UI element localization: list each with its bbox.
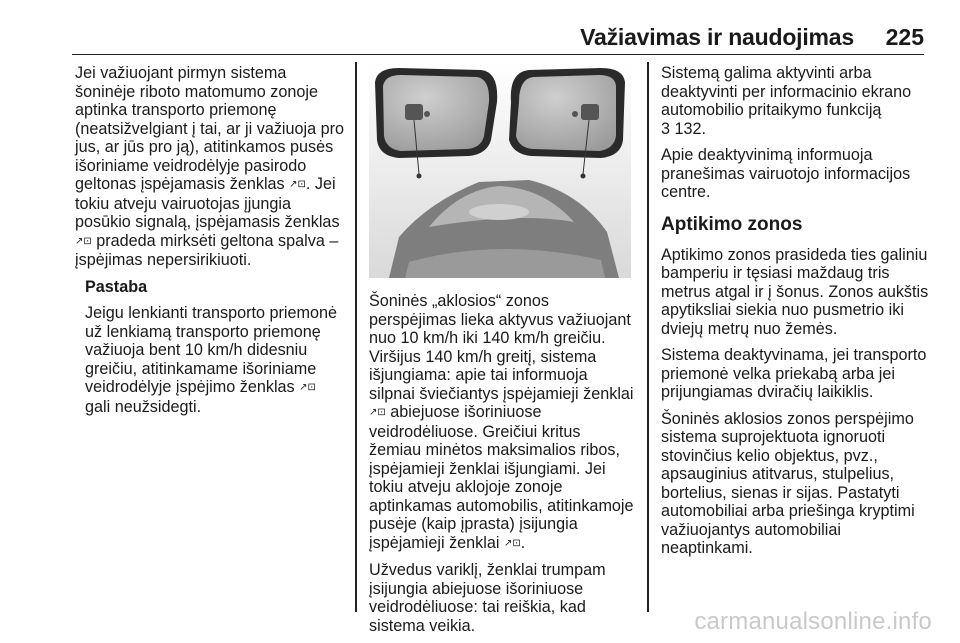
note-title: Pastaba — [85, 277, 148, 296]
watermark: carmanualsonline.info — [694, 608, 932, 635]
header-rule — [72, 54, 924, 55]
page-header — [0, 0, 960, 56]
column-1 — [75, 64, 345, 416]
text: Jeigu lenkianti transporto priemonė už lenkiamą transporto priemonę važiuoja bent 10 km/h didesniu greičiu, atitinkamame išoriniame veidrodėlyje įspėjimo ženklas — [85, 304, 337, 396]
warning-symbol-right — [581, 104, 599, 120]
header-title: Važiavimas ir naudojimas — [580, 24, 854, 50]
page-number: 225 — [885, 24, 924, 50]
column-divider-2 — [647, 62, 649, 612]
paragraph: Apie deaktyvinimą informuoja pranešimas vairuotojo informacijos centre. — [661, 146, 911, 201]
text: Šoninės „aklosios“ zonos perspėjimas lieka aktyvus važiuojant nuo 10 km/h iki 140 km/h greičiu. Viršijus 140 km/h greitį, sistema išjungiama: apie tai informuoja silpnai šviečiantys įspėjamieji ženklai — [369, 292, 634, 403]
paragraph: Užvedus variklį, ženklai trumpam įsijungia abiejuose išoriniuose veidrodėliuose: tai reiškia, kad sistema veikia. — [369, 561, 606, 635]
note-text — [85, 304, 345, 416]
text: Sistemą galima aktyvinti arba deaktyvinti per informacinio ekrano automobilio pritaikymo funkciją — [661, 64, 912, 119]
blind-zone-warning-icon: ↗⊡ — [289, 179, 306, 190]
note-box — [85, 278, 345, 417]
paragraph: Šoninės aklosios zonos perspėjimo sistema suprojektuota ignoruoti stovinčius kelio objektus, pvz., apsauginius atitvarus, stulpelius, bortelius, sienas ir sijas. Pastatyti automobiliai arba priešinga kryptimi važiuojantys automobiliai neaptinkami. — [661, 409, 915, 557]
text: abiejuose išoriniuose veidrodėliuose. Greičiui kritus žemiau minėtos maksimalios ribos, įspėjamieji ženklai išjungiami. Jei tokiu atveju aklojoje zonoje aptinkamas automobilis, atitinkamoje pusėje (kaip įprasta) įsijungia įspėjamieji ženklai — [369, 403, 634, 552]
column-divider-1 — [355, 62, 357, 612]
paragraph: Sistema deaktyvinama, jei transporto priemonė velka priekabą arba jei prijungiamas dviračių laikiklis. — [661, 346, 927, 401]
column-3 — [661, 64, 931, 566]
text: Jei važiuojant pirmyn sistema šoninėje riboto matomumo zonoje aptinka transporto priemonę (neatsižvelgiant į tai, ar ji važiuoja pro jus, ar jūs pro ją), atitinkamos pusės išoriniame veidrodėlyje pasirodo geltonas įspėjamasis ženklas — [75, 64, 345, 193]
paragraph — [75, 64, 345, 270]
section-heading: Aptikimo zonos — [661, 213, 803, 235]
text: . Jei tokiu atveju vairuotojas įjungia posūkio signalą, įspėjamasis ženklas — [75, 175, 340, 231]
blind-zone-warning-icon: ↗⊡ — [299, 382, 316, 393]
blind-zone-warning-icon: ↗⊡ — [369, 407, 386, 418]
column-2 — [369, 292, 634, 643]
mirror-illustration — [369, 62, 631, 278]
text: . — [520, 533, 526, 552]
blind-zone-warning-icon: ↗⊡ — [503, 537, 521, 549]
paragraph: Aptikimo zonos prasideda ties galiniu bamperiu ir tęsiasi maždaug tris metrus atgal ir į šonus. Zonos aukštis apytiksliai siekia nuo pusmetrio iki dviejų metrų nuo žemės. — [661, 245, 929, 338]
blind-zone-warning-icon: ↗⊡ — [75, 235, 92, 247]
text: gali neužsidegti. — [85, 397, 202, 416]
text: pradeda mirksėti geltona spalva – įspėjimas nepersirikiuoti. — [75, 231, 339, 269]
page-reference[interactable]: 3 132. — [661, 119, 707, 138]
paragraph — [661, 64, 931, 138]
warning-symbol-left — [405, 104, 423, 120]
car-mirrors-image — [369, 62, 631, 278]
paragraph — [369, 292, 634, 553]
